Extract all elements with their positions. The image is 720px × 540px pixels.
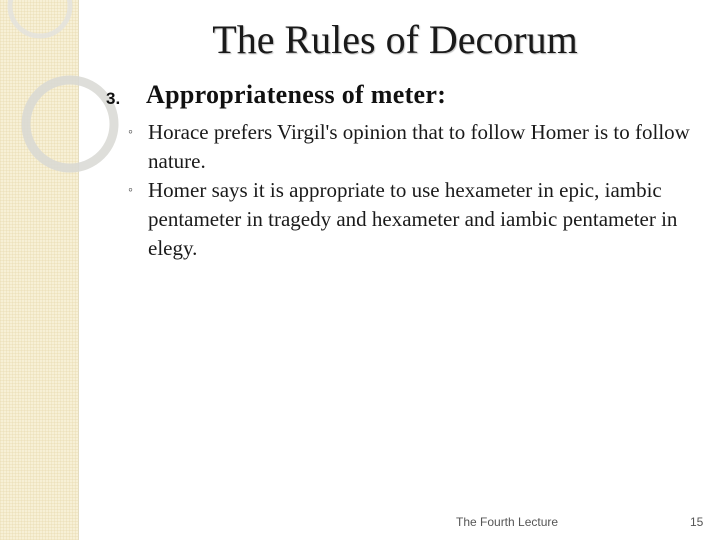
bullet-list [128, 118, 708, 263]
item-heading: Appropriateness of meter: [146, 80, 447, 109]
bullet-marker-icon: ◦ [128, 183, 133, 198]
footer-page-number: 15 [690, 515, 704, 529]
bullet-item [128, 176, 708, 263]
bullet-marker-icon: ◦ [128, 125, 133, 140]
bullet-item [128, 118, 708, 176]
footer-lecture-label: The Fourth Lecture [456, 515, 559, 529]
bullet-text: Horace prefers Virgil's opinion that to follow Homer is to follow nature. [148, 120, 690, 173]
decorative-ring-large [26, 80, 114, 168]
bullet-text: Homer says it is appropriate to use hexameter in epic, iambic pentameter in tragedy and hexameter and iambic pentameter in elegy. [148, 178, 678, 260]
slide-title: The Rules of Decorum [212, 17, 578, 62]
item-number: 3. [106, 89, 121, 108]
decorative-ring-small [10, 0, 70, 36]
